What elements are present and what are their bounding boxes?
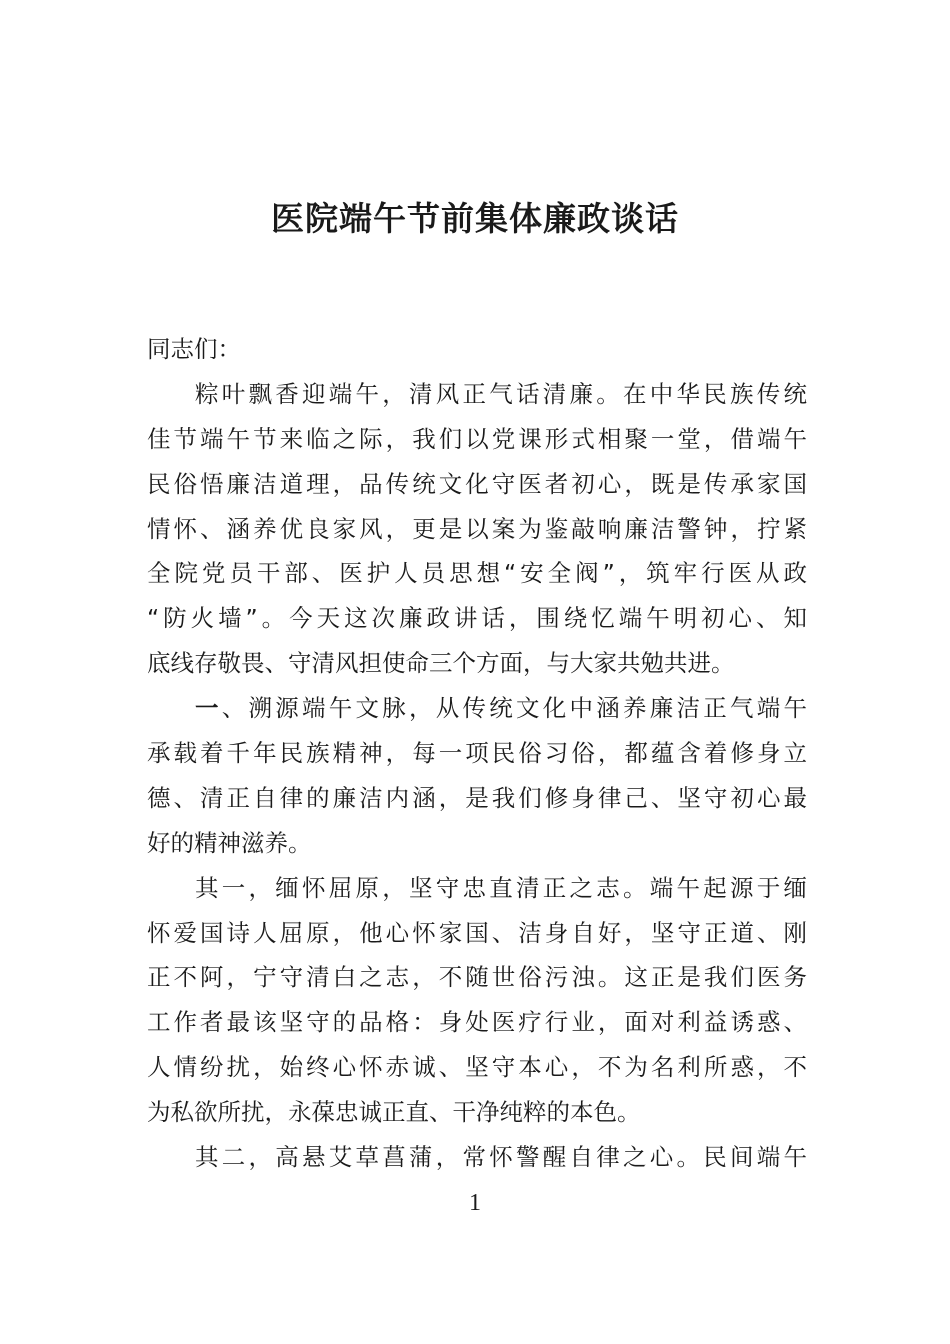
- salutation-line: 同志们：: [147, 335, 241, 363]
- paragraph-line: 为私欲所扰，永葆忠诚正直、干净纯粹的本色。: [147, 1098, 641, 1127]
- paragraph-line: 好的精神滋养。: [147, 828, 312, 857]
- paragraph-line: 德、清正自律的廉洁内涵，是我们修身律己、坚守初心最: [147, 783, 807, 812]
- paragraph-line: 怀爱国诗人屈原，他心怀家国、洁身自好，坚守正道、刚: [147, 918, 807, 947]
- paragraph-line: 底线存敬畏、守清风担使命三个方面，与大家共勉共进。: [147, 649, 735, 678]
- paragraph-line: 工作者最该坚守的品格：身处医疗行业，面对利益诱惑、: [147, 1008, 807, 1037]
- paragraph-line: 全院党员干部、医护人员思想“安全阀”，筑牢行医从政: [147, 559, 807, 588]
- section-number: 一: [195, 694, 222, 723]
- section-heading-line: 一、溯源端午文脉，从传统文化中涵养廉洁正气端午: [195, 694, 807, 723]
- paragraph-line: 人情纷扰，始终心怀赤诚、坚守本心，不为名利所惑，不: [147, 1053, 807, 1082]
- document-body: [147, 327, 807, 1180]
- paragraph-line: 民俗悟廉洁道理，品传统文化守医者初心，既是传承家国: [147, 469, 807, 498]
- paragraph-line: 其二，高悬艾草菖蒲，常怀警醒自律之心。民间端午: [195, 1143, 807, 1172]
- paragraph-line: 情怀、涵养优良家风，更是以案为鉴敲响廉洁警钟，拧紧: [147, 514, 807, 543]
- paragraph-line: 承载着千年民族精神，每一项民俗习俗，都蕴含着修身立: [147, 739, 807, 768]
- document-title: 医院端午节前集体廉政谈话: [271, 199, 679, 238]
- page-number: 1: [469, 1190, 481, 1216]
- paragraph-line: 佳节端午节来临之际，我们以党课形式相聚一堂，借端午: [147, 424, 807, 453]
- paragraph-line: 正不阿，宁守清白之志，不随世俗污浊。这正是我们医务: [147, 963, 807, 992]
- paragraph-line: 其一，缅怀屈原，坚守忠直清正之志。端午起源于缅: [195, 873, 807, 902]
- paragraph-line: 粽叶飘香迎端午，清风正气话清廉。在中华民族传统: [195, 379, 807, 408]
- paragraph-line: “防火墙”。今天这次廉政讲话，围绕忆端午明初心、知: [147, 604, 807, 633]
